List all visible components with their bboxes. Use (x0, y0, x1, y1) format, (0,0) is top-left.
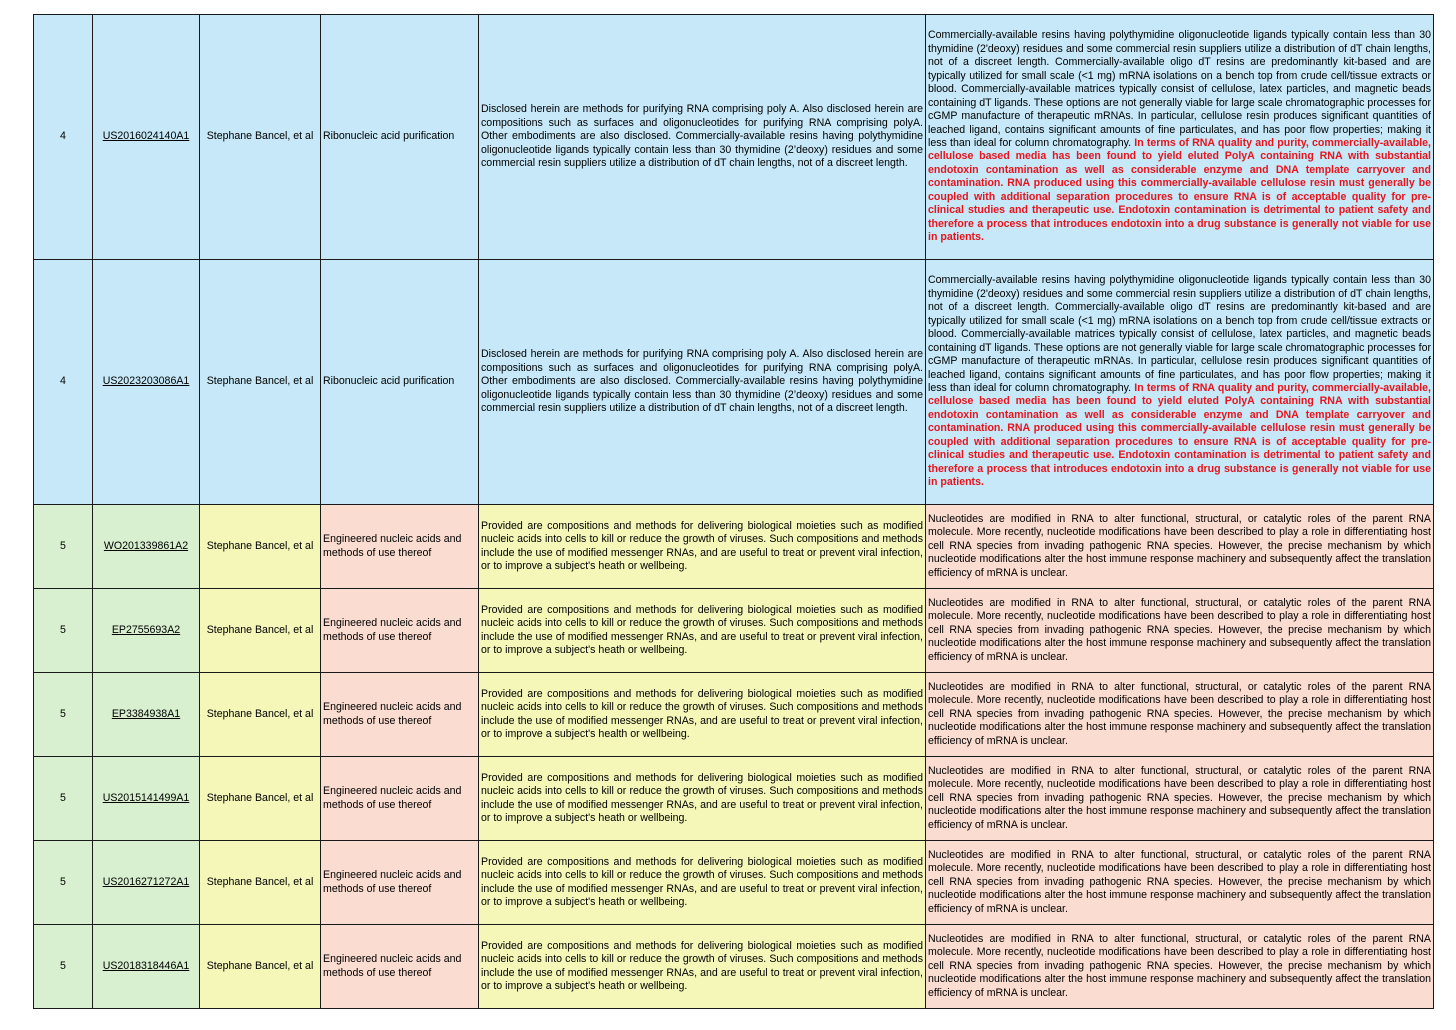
group-number-cell: 4 (34, 260, 93, 505)
context-cell (926, 925, 1434, 1009)
inventors-cell: Stephane Bancel, et al (200, 260, 321, 505)
table-row (34, 841, 1434, 925)
publication-link[interactable]: EP2755693A2 (111, 623, 181, 636)
publication-link[interactable]: US2016271272A1 (102, 875, 190, 888)
group-number-cell: 5 (34, 757, 93, 841)
title-cell: Engineered nucleic acids and methods of use thereof (321, 589, 479, 673)
group-number-cell: 5 (34, 925, 93, 1009)
title-cell: Engineered nucleic acids and methods of use thereof (321, 505, 479, 589)
context-cell (926, 841, 1434, 925)
abstract-cell: Disclosed herein are methods for purifying RNA comprising poly A. Also disclosed herein are compositions such as surfaces and oligonucleotides for purifying RNA comprising polyA. Other embodiments are also disclosed. Commercially-available resins having polythymidine oligonucleotide ligands typically contain less than 30 thymidine (2’deoxy) residues and some commercial resin suppliers utilize a distribution of dT chain lengths, not of a discreet length. (479, 260, 926, 505)
table-row (34, 589, 1434, 673)
title-cell: Ribonucleic acid purification (321, 260, 479, 505)
patent-table (33, 14, 1434, 1009)
context-text: Commercially-available resins having polythymidine oligonucleotide ligands typically contain less than 30 thymidine (2'deoxy) residues and some commercial resin suppliers utilize a distribution of dT chain lengths, not of a discreet length. Commercially-available oligo dT resins are predominantly kit-based and are typically utilized for small scale (<1 mg) mRNA isolations on a bench top from crude cell/tissue extracts or blood. Commercially-available matrices typically consist of cellulose, latex particles, and magnetic beads containing dT ligands. These options are not generally viable for large scale chromatographic processes for cGMP manufacture of therapeutic mRNAs. In particular, cellulose resin produces significant quantities of leached ligand, contains significant amounts of fine particulates, and has poor flow properties; making it less than ideal for column chromatography. (928, 29, 1431, 149)
title-cell: Engineered nucleic acids and methods of use thereof (321, 673, 479, 757)
abstract-cell: Provided are compositions and methods for delivering biological moieties such as modified nucleic acids into cells to kill or reduce the growth of viruses. Such compositions and methods include the use of modified messenger RNAs, and are useful to treat or prevent viral infection, or to improve a subject's heath or wellbeing. (479, 757, 926, 841)
context-cell (926, 673, 1434, 757)
group-number-cell: 5 (34, 589, 93, 673)
title-cell: Ribonucleic acid purification (321, 15, 479, 260)
publication-number-cell (93, 589, 200, 673)
context-text: Nucleotides are modified in RNA to alter functional, structural, or catalytic roles of the parent RNA molecule. More recently, nucleotide modifications have been described to play a role in differentiating host cell RNA species from invading pathogenic RNA species. However, the precise mechanism by which nucleotide modifications alter the host immune response machinery and subsequently affect the translation efficiency of mRNA is unclear. (928, 848, 1431, 915)
publication-link[interactable]: EP3384938A1 (111, 707, 181, 720)
inventors-cell: Stephane Bancel, et al (200, 757, 321, 841)
table-row (34, 15, 1434, 260)
context-text: Commercially-available resins having polythymidine oligonucleotide ligands typically contain less than 30 thymidine (2'deoxy) residues and some commercial resin suppliers utilize a distribution of dT chain lengths, not of a discreet length. Commercially-available oligo dT resins are predominantly kit-based and are typically utilized for small scale (<1 mg) mRNA isolations on a bench top from crude cell/tissue extracts or blood. Commercially-available matrices typically consist of cellulose, latex particles, and magnetic beads containing dT ligands. These options are not generally viable for large scale chromatographic processes for cGMP manufacture of therapeutic mRNAs. In particular, cellulose resin produces significant quantities of leached ligand, contains significant amounts of fine particulates, and has poor flow properties; making it less than ideal for column chromatography. (928, 274, 1431, 394)
publication-number-cell (93, 673, 200, 757)
context-text: Nucleotides are modified in RNA to alter functional, structural, or catalytic roles of the parent RNA molecule. More recently, nucleotide modifications have been described to play a role in differentiating host cell RNA species from invading pathogenic RNA species. However, the precise mechanism by which nucleotide modifications alter the host immune response machinery and subsequently affect the translation efficiency of mRNA is unclear. (928, 932, 1431, 999)
context-cell (926, 260, 1434, 505)
inventors-cell: Stephane Bancel, et al (200, 589, 321, 673)
context-text: Nucleotides are modified in RNA to alter functional, structural, or catalytic roles of the parent RNA molecule. More recently, nucleotide modifications have been described to play a role in differentiating host cell RNA species from invading pathogenic RNA species. However, the precise mechanism by which nucleotide modifications alter the host immune response machinery and subsequently affect the translation efficiency of mRNA is unclear. (928, 596, 1431, 663)
publication-link[interactable]: US2016024140A1 (102, 130, 190, 143)
publication-number-cell (93, 757, 200, 841)
context-text: Nucleotides are modified in RNA to alter functional, structural, or catalytic roles of the parent RNA molecule. More recently, nucleotide modifications have been described to play a role in differentiating host cell RNA species from invading pathogenic RNA species. However, the precise mechanism by which nucleotide modifications alter the host immune response machinery and subsequently affect the translation efficiency of mRNA is unclear. (928, 680, 1431, 747)
context-highlight-text: In terms of RNA quality and purity, commercially-available, cellulose based media has been found to yield eluted PolyA containing RNA with substantial endotoxin contamination as well as considerable enzyme and DNA template carryover and contamination. RNA produced using this commercially-available cellulose resin must generally be coupled with additional separation procedures to ensure RNA is of acceptable quality for pre-clinical studies and therapeutic use. Endotoxin contamination is detrimental to patient safety and therefore a process that introduces endotoxin into a drug substance is generally not viable for use in patients. (928, 382, 1431, 489)
abstract-cell: Provided are compositions and methods for delivering biological moieties such as modified nucleic acids into cells to kill or reduce the growth of viruses. Such compositions and methods include the use of modified messenger RNAs, and are useful to treat or prevent viral infection, or to improve a subject's heath or wellbeing. (479, 589, 926, 673)
context-highlight-text: In terms of RNA quality and purity, commercially-available, cellulose based media has been found to yield eluted PolyA containing RNA with substantial endotoxin contamination as well as considerable enzyme and DNA template carryover and contamination. RNA produced using this commercially-available cellulose resin must generally be coupled with additional separation procedures to ensure RNA is of acceptable quality for pre-clinical studies and therapeutic use. Endotoxin contamination is detrimental to patient safety and therefore a process that introduces endotoxin into a drug substance is generally not viable for use in patients. (928, 137, 1431, 244)
publication-link[interactable]: US2018318446A1 (102, 959, 190, 972)
inventors-cell: Stephane Bancel, et al (200, 925, 321, 1009)
table-row (34, 757, 1434, 841)
group-number-cell: 5 (34, 505, 93, 589)
publication-number-cell (93, 15, 200, 260)
patent-table-body (34, 15, 1434, 1009)
abstract-cell: Provided are compositions and methods for delivering biological moieties such as modified nucleic acids into cells to kill or reduce the growth of viruses. Such compositions and methods include the use of modified messenger RNAs, and are useful to treat or prevent viral infection, or to improve a subject's health or wellbeing. (479, 673, 926, 757)
publication-link[interactable]: WO201339861A2 (103, 539, 189, 552)
publication-number-cell (93, 925, 200, 1009)
context-cell (926, 589, 1434, 673)
inventors-cell: Stephane Bancel, et al (200, 15, 321, 260)
abstract-cell: Provided are compositions and methods for delivering biological moieties such as modified nucleic acids into cells to kill or reduce the growth of viruses. Such compositions and methods include the use of modified messenger RNAs, and are useful to treat or prevent viral infection, or to improve a subject's heath or wellbeing. (479, 505, 926, 589)
inventors-cell: Stephane Bancel, et al (200, 841, 321, 925)
table-row (34, 260, 1434, 505)
context-text: Nucleotides are modified in RNA to alter functional, structural, or catalytic roles of the parent RNA molecule. More recently, nucleotide modifications have been described to play a role in differentiating host cell RNA species from invading pathogenic RNA species. However, the precise mechanism by which nucleotide modifications alter the host immune response machinery and subsequently affect the translation efficiency of mRNA is unclear. (928, 512, 1431, 579)
context-cell (926, 15, 1434, 260)
publication-number-cell (93, 260, 200, 505)
publication-number-cell (93, 841, 200, 925)
context-cell (926, 757, 1434, 841)
abstract-cell: Provided are compositions and methods for delivering biological moieties such as modified nucleic acids into cells to kill or reduce the growth of viruses. Such compositions and methods include the use of modified messenger RNAs, and are useful to treat or prevent viral infection, or to improve a subject's heath or wellbeing. (479, 841, 926, 925)
group-number-cell: 4 (34, 15, 93, 260)
title-cell: Engineered nucleic acids and methods of use thereof (321, 841, 479, 925)
publication-number-cell (93, 505, 200, 589)
context-text: Nucleotides are modified in RNA to alter functional, structural, or catalytic roles of the parent RNA molecule. More recently, nucleotide modifications have been described to play a role in differentiating host cell RNA species from invading pathogenic RNA species. However, the precise mechanism by which nucleotide modifications alter the host immune response machinery and subsequently affect the translation efficiency of mRNA is unclear. (928, 764, 1431, 831)
table-row (34, 925, 1434, 1009)
group-number-cell: 5 (34, 841, 93, 925)
abstract-cell: Provided are compositions and methods for delivering biological moieties such as modified nucleic acids into cells to kill or reduce the growth of viruses. Such compositions and methods include the use of modified messenger RNAs, and are useful to treat or prevent viral infection, or to improve a subject's heath or wellbeing. (479, 925, 926, 1009)
title-cell: Engineered nucleic acids and methods of use thereof (321, 757, 479, 841)
publication-link[interactable]: US2015141499A1 (102, 791, 190, 804)
table-row (34, 505, 1434, 589)
inventors-cell: Stephane Bancel, et al (200, 505, 321, 589)
table-row (34, 673, 1434, 757)
abstract-cell: Disclosed herein are methods for purifying RNA comprising poly A. Also disclosed herein are compositions such as surfaces and oligonucleotides for purifying RNA comprising polyA. Other embodiments are also disclosed. Commercially-available resins having polythymidine oligonucleotide ligands typically contain less than 30 thymidine (2’deoxy) residues and some commercial resin suppliers utilize a distribution of dT chain lengths, not of a discreet length. (479, 15, 926, 260)
context-cell (926, 505, 1434, 589)
title-cell: Engineered nucleic acids and methods of use thereof (321, 925, 479, 1009)
inventors-cell: Stephane Bancel, et al (200, 673, 321, 757)
publication-link[interactable]: US2023203086A1 (102, 375, 190, 388)
group-number-cell: 5 (34, 673, 93, 757)
